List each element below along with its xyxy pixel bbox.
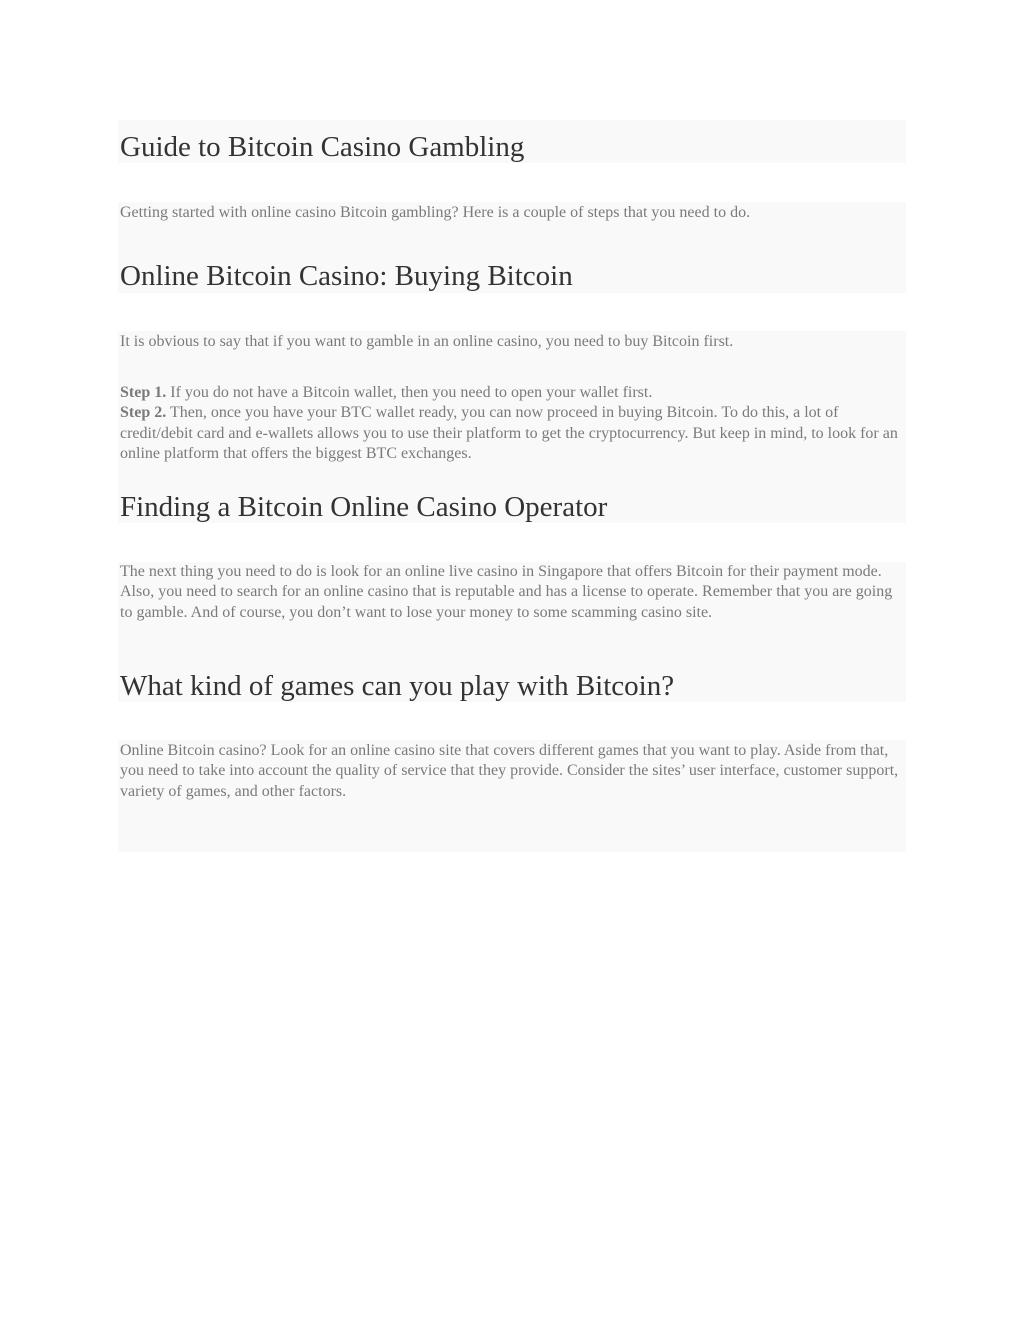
steps-paragraph [120, 383, 906, 464]
step2-label: Step 2. [120, 404, 167, 422]
operator-paragraph: The next thing you need to do is look for an online live casino in Singapore that offers Bitcoin for their payment mode. Also, you need to search for an online casino that is reputable and has a license to operate. Remember that you are going to gamble. And of course, you don’t want to lose your money to some scamming casino site. [120, 563, 893, 621]
heading-casino-operator: Finding a Bitcoin Online Casino Operator [120, 491, 608, 523]
step1-text: If you do not have a Bitcoin wallet, then you need to open your wallet first. [166, 384, 653, 401]
buying-paragraph: It is obvious to say that if you want to gamble in an online casino, you need to buy Bitcoin first. [120, 333, 734, 350]
step2-text: Then, once you have your BTC wallet ready, you can now proceed in buying Bitcoin. To do this, a lot of credit/debit card and e-wallets allows you to use their platform to get the cryptocurrency. But keep in mind, to look for an online platform that offers the biggest BTC exchanges. [120, 404, 898, 462]
heading-buying-bitcoin: Online Bitcoin Casino: Buying Bitcoin [120, 260, 573, 292]
heading-games: What kind of games can you play with Bitcoin? [120, 670, 675, 702]
step1-label: Step 1. [120, 384, 167, 401]
heading-guide: Guide to Bitcoin Casino Gambling [120, 131, 525, 163]
games-paragraph: Online Bitcoin casino? Look for an online casino site that covers different games that you want to play. Aside from that, you need to take into account the quality of service that they provide. Consider the sites’ user interface, customer support, variety of games, and other factors. [120, 742, 899, 800]
intro-paragraph: Getting started with online casino Bitcoin gambling? Here is a couple of steps that you need to do. [120, 204, 751, 221]
